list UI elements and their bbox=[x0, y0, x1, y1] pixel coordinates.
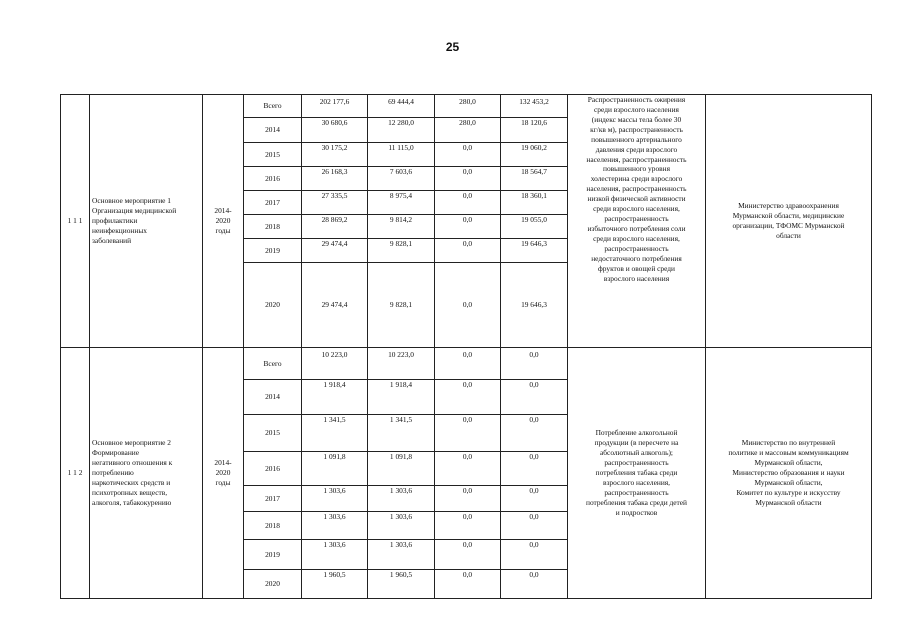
total-cell: 30 680,6 bbox=[302, 118, 368, 143]
federal-cell: 0,0 bbox=[435, 415, 501, 452]
total-cell: 29 474,4 bbox=[302, 239, 368, 263]
table-row bbox=[61, 348, 872, 380]
regional-cell: 10 223,0 bbox=[368, 348, 435, 380]
regional-cell: 1 091,8 bbox=[368, 452, 435, 486]
other-cell: 18 360,1 bbox=[501, 191, 568, 215]
year-cell: Всего bbox=[244, 348, 302, 380]
federal-cell: 0,0 bbox=[435, 452, 501, 486]
federal-cell: 0,0 bbox=[435, 540, 501, 570]
year-cell: 2017 bbox=[244, 191, 302, 215]
activity-title: Основное мероприятие 2 Формирование негативного отношения к потреблению наркотических средств и психотропных веществ, алкоголя, табакокурению bbox=[90, 348, 203, 599]
program-activities-table bbox=[60, 94, 872, 599]
year-cell: 2019 bbox=[244, 540, 302, 570]
regional-cell: 1 960,5 bbox=[368, 570, 435, 599]
total-cell: 202 177,6 bbox=[302, 95, 368, 118]
year-cell: 2014 bbox=[244, 380, 302, 415]
year-cell: Всего bbox=[244, 95, 302, 118]
total-cell: 1 960,5 bbox=[302, 570, 368, 599]
federal-cell: 0,0 bbox=[435, 167, 501, 191]
regional-cell: 7 603,6 bbox=[368, 167, 435, 191]
other-cell: 19 055,0 bbox=[501, 215, 568, 239]
federal-cell: 0,0 bbox=[435, 348, 501, 380]
total-cell: 1 918,4 bbox=[302, 380, 368, 415]
year-cell: 2019 bbox=[244, 239, 302, 263]
regional-cell: 1 303,6 bbox=[368, 486, 435, 512]
regional-cell: 1 918,4 bbox=[368, 380, 435, 415]
year-cell: 2017 bbox=[244, 486, 302, 512]
federal-cell: 0,0 bbox=[435, 570, 501, 599]
year-cell: 2015 bbox=[244, 415, 302, 452]
total-cell: 1 303,6 bbox=[302, 512, 368, 540]
federal-cell: 0,0 bbox=[435, 380, 501, 415]
other-cell: 132 453,2 bbox=[501, 95, 568, 118]
federal-cell: 0,0 bbox=[435, 512, 501, 540]
federal-cell: 0,0 bbox=[435, 191, 501, 215]
total-cell: 30 175,2 bbox=[302, 143, 368, 167]
other-cell: 0,0 bbox=[501, 540, 568, 570]
other-cell: 0,0 bbox=[501, 452, 568, 486]
regional-cell: 9 814,2 bbox=[368, 215, 435, 239]
total-cell: 26 168,3 bbox=[302, 167, 368, 191]
regional-cell: 69 444,4 bbox=[368, 95, 435, 118]
total-cell: 28 869,2 bbox=[302, 215, 368, 239]
activity-period: 2014- 2020 годы bbox=[203, 348, 244, 599]
other-cell: 0,0 bbox=[501, 348, 568, 380]
year-cell: 2016 bbox=[244, 167, 302, 191]
regional-cell: 9 828,1 bbox=[368, 239, 435, 263]
other-cell: 18 564,7 bbox=[501, 167, 568, 191]
other-cell: 19 646,3 bbox=[501, 239, 568, 263]
page-number: 25 bbox=[445, 40, 460, 54]
other-cell: 0,0 bbox=[501, 486, 568, 512]
regional-cell: 1 303,6 bbox=[368, 540, 435, 570]
federal-cell: 280,0 bbox=[435, 95, 501, 118]
other-cell: 19 060,2 bbox=[501, 143, 568, 167]
other-cell: 0,0 bbox=[501, 570, 568, 599]
activity-period: 2014- 2020 годы bbox=[203, 95, 244, 348]
other-cell: 0,0 bbox=[501, 415, 568, 452]
year-cell: 2018 bbox=[244, 215, 302, 239]
federal-cell: 0,0 bbox=[435, 215, 501, 239]
regional-cell: 8 975,4 bbox=[368, 191, 435, 215]
regional-cell: 9 828,1 bbox=[368, 263, 435, 348]
regional-cell: 12 280,0 bbox=[368, 118, 435, 143]
regional-cell: 11 115,0 bbox=[368, 143, 435, 167]
other-cell: 18 120,6 bbox=[501, 118, 568, 143]
total-cell: 1 341,5 bbox=[302, 415, 368, 452]
target-indicators: Потребление алкогольной продукции (в пересчете на абсолютный алкоголь); распространенность потребления табака среди взрослого населения, распространенность потребления табака среди детей и подростков bbox=[568, 348, 706, 599]
executors: Министерство по внутренней политике и массовым коммуникациям Мурманской области, Министерство образования и науки Мурманской области, Комитет по культуре и искусству Мурманской области bbox=[706, 348, 872, 599]
total-cell: 27 335,5 bbox=[302, 191, 368, 215]
activity-code: 1 1 1 bbox=[61, 95, 90, 348]
activity-code: 1 1 2 bbox=[61, 348, 90, 599]
total-cell: 1 303,6 bbox=[302, 540, 368, 570]
federal-cell: 0,0 bbox=[435, 486, 501, 512]
table-row bbox=[61, 95, 872, 118]
regional-cell: 1 341,5 bbox=[368, 415, 435, 452]
total-cell: 1 303,6 bbox=[302, 486, 368, 512]
year-cell: 2015 bbox=[244, 143, 302, 167]
federal-cell: 0,0 bbox=[435, 263, 501, 348]
other-cell: 0,0 bbox=[501, 380, 568, 415]
total-cell: 1 091,8 bbox=[302, 452, 368, 486]
year-cell: 2018 bbox=[244, 512, 302, 540]
total-cell: 10 223,0 bbox=[302, 348, 368, 380]
federal-cell: 0,0 bbox=[435, 143, 501, 167]
year-cell: 2020 bbox=[244, 570, 302, 599]
other-cell: 19 646,3 bbox=[501, 263, 568, 348]
activity-title: Основное мероприятие 1 Организация медицинской профилактики неинфекционных заболеваний bbox=[90, 95, 203, 348]
year-cell: 2020 bbox=[244, 263, 302, 348]
other-cell: 0,0 bbox=[501, 512, 568, 540]
year-cell: 2014 bbox=[244, 118, 302, 143]
total-cell: 29 474,4 bbox=[302, 263, 368, 348]
federal-cell: 0,0 bbox=[435, 239, 501, 263]
executors: Министерство здравоохранения Мурманской области, медицинские организации, ТФОМС Мурманской области bbox=[706, 95, 872, 348]
year-cell: 2016 bbox=[244, 452, 302, 486]
federal-cell: 280,0 bbox=[435, 118, 501, 143]
regional-cell: 1 303,6 bbox=[368, 512, 435, 540]
target-indicators: Распространенность ожирения среди взрослого населения (индекс массы тела более 30 кг/кв м), распространенность повышенного артериального давления среди взрослого населения, распространенность повышенного уровня холестерина среди взрослого населения, распространенность низкой физической активности среди взрослого населения, распространенность избыточного потребления соли среди взрослого населения, распространенность недостаточного потребления фруктов и овощей среди взрослого населения bbox=[568, 95, 706, 348]
